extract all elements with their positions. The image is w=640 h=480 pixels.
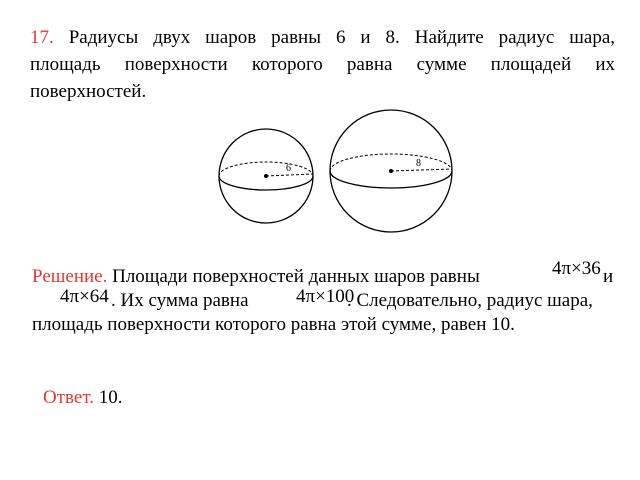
right-radius-label: 8 [416,158,421,169]
solution-text-3: . Следовательно, радиус шара, [347,290,593,311]
answer-value: 10. [98,387,123,408]
solution-label: Решение. [32,266,108,287]
formula-sum: 4π×100 [296,286,355,307]
solution-line-3: площадь поверхности которого равна этой сумме, равен 10. [32,314,515,335]
problem-line-2: площадь поверхности которого равна сумме площадей их [30,54,615,75]
solution-and: и [603,266,614,287]
solution-text-1: Площади поверхностей данных шаров равны [112,266,480,287]
formula-area-1: 4π×36 [552,258,601,279]
problem-number: 17. [30,27,54,48]
problem-line-1: 17. Радиусы двух шаров равны 6 и 8. Найдите радиус шара, [30,27,616,48]
formula-area-2: 4π×64 [60,286,109,307]
problem-line-3: поверхностей. [30,81,147,102]
problem-statement [30,24,615,105]
answer-label: Ответ. [43,387,94,408]
left-radius-label: 6 [286,163,291,174]
right-ball [330,110,452,232]
answer-line [43,386,122,410]
left-ball [219,129,313,223]
solution-text-2: . Их сумма равна [111,290,249,311]
balls-figure [210,108,460,238]
